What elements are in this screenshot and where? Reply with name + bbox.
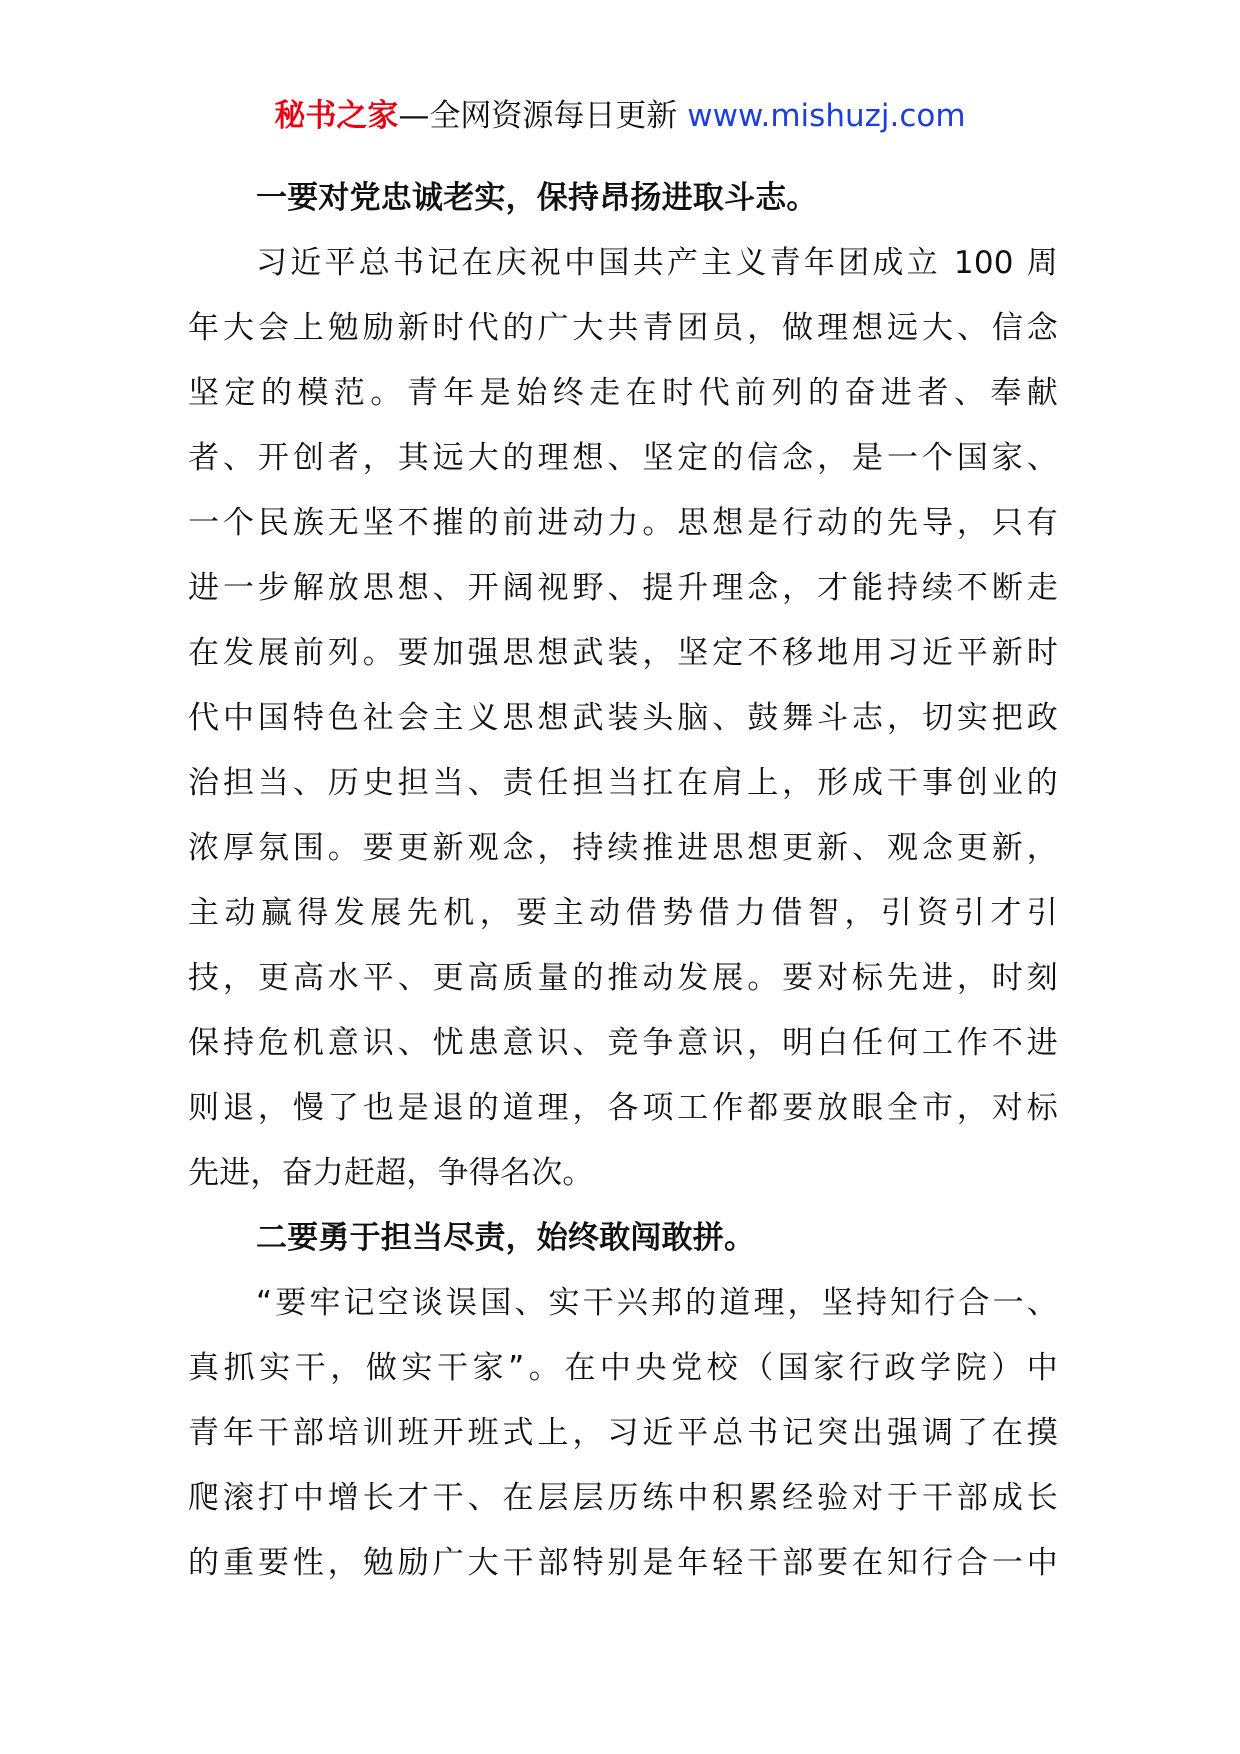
paragraph-line: 治担当、历史担当、责任担当扛在肩上，形成干事创业的 (188, 765, 1058, 801)
paragraph-line: 则退，慢了也是退的道理，各项工作都要放眼全市，对标 (188, 1090, 1058, 1126)
paragraph-line: 一个民族无坚不摧的前进动力。思想是行动的先导，只有 (188, 505, 1058, 541)
paragraph-line: 的重要性，勉励广大干部特别是年轻干部要在知行合一中 (188, 1545, 1058, 1581)
paragraph-line: 技，更高水平、更高质量的推动发展。要对标先进，时刻 (188, 960, 1058, 996)
paragraph-line: 坚定的模范。青年是始终走在时代前列的奋进者、奉献 (188, 375, 1058, 411)
paragraph-line: 进一步解放思想、开阔视野、提升理念，才能持续不断走 (188, 570, 1058, 606)
paragraph-line: 保持危机意识、忧患意识、竞争意识，明白任何工作不进 (188, 1025, 1058, 1061)
paragraph-line: 青年干部培训班开班式上，习近平总书记突出强调了在摸 (188, 1415, 1058, 1451)
site-watermark-header (0, 96, 1240, 136)
paragraph-line: 浓厚氛围。要更新观念，持续推进思想更新、观念更新， (188, 830, 1058, 866)
document-body (188, 166, 1058, 1596)
paragraph-line: 习近平总书记在庆祝中国共产主义青年团成立 100 周 (256, 245, 1058, 281)
paragraph-line: 代中国特色社会主义思想武装头脑、鼓舞斗志，切实把政 (188, 700, 1058, 736)
paragraph-line: 者、开创者，其远大的理想、坚定的信念，是一个国家、 (188, 440, 1058, 476)
paragraph-line: 在发展前列。要加强思想武装，坚定不移地用习近平新时 (188, 635, 1058, 671)
paragraph-line-last: 先进，奋力赶超，争得名次。 (188, 1155, 594, 1191)
paragraph-line: “要牢记空谈误国、实干兴邦的道理，坚持知行合一、 (256, 1285, 1058, 1321)
paragraph-line: 爬滚打中增长才干、在层层历练中积累经验对于干部成长 (188, 1480, 1058, 1516)
paragraph-line: 年大会上勉励新时代的广大共青团员，做理想远大、信念 (188, 310, 1058, 346)
paragraph-line: 真抓实干，做实干家”。在中央党校（国家行政学院）中 (188, 1350, 1058, 1386)
brand-name: 秘书之家 (274, 98, 399, 134)
paragraph-line: 主动赢得发展先机，要主动借势借力借智，引资引才引 (188, 895, 1058, 931)
section-heading-2: 二要勇于担当尽责，始终敢闯敢拼。 (256, 1220, 756, 1256)
site-url-link[interactable]: www.mishuzj.com (687, 98, 966, 134)
section-heading-1: 一要对党忠诚老实，保持昂扬进取斗志。 (256, 180, 818, 216)
header-slogan: —全网资源每日更新 (398, 98, 678, 134)
